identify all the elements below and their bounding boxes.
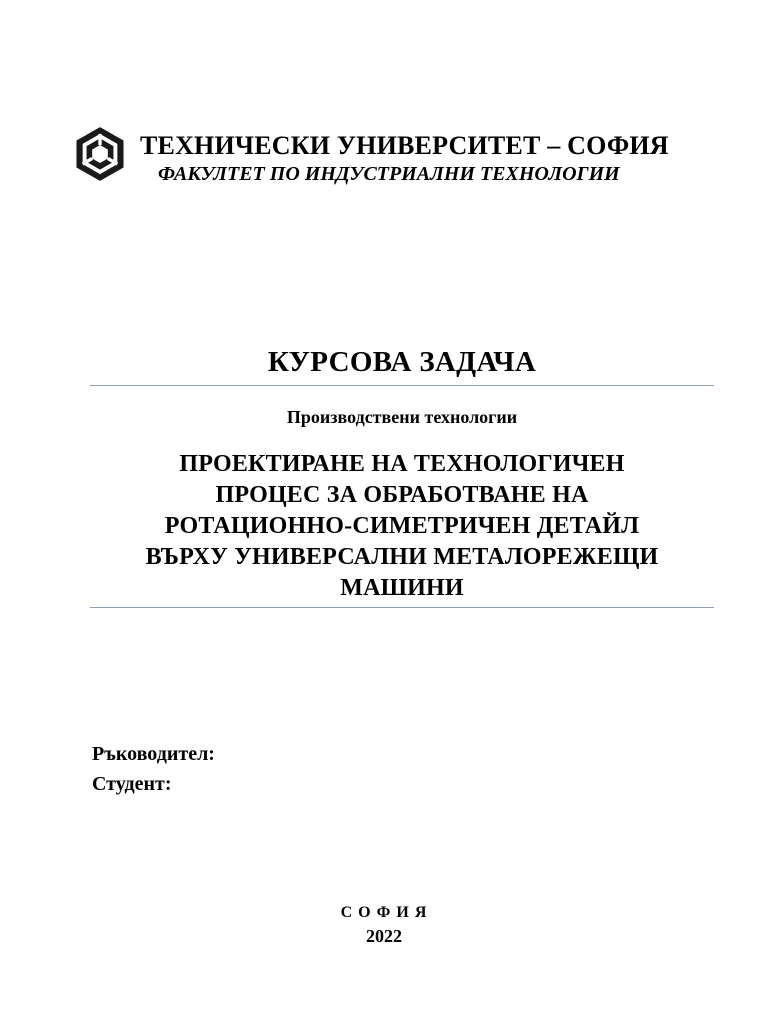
document-title: КУРСОВА ЗАДАЧА bbox=[267, 346, 537, 378]
subject-name: Производствени технологии bbox=[286, 407, 518, 427]
topic-title bbox=[88, 449, 716, 604]
topic-line: МАШИНИ bbox=[340, 575, 464, 601]
topic-divider bbox=[90, 607, 714, 608]
supervisor-label: Ръководител: bbox=[92, 743, 215, 765]
title-divider bbox=[90, 385, 714, 386]
topic-line: ПРОЦЕС ЗА ОБРАБОТВАНЕ НА bbox=[215, 482, 589, 508]
topic-line: РОТАЦИОННО-СИМЕТРИЧЕН ДЕТАЙЛ bbox=[164, 513, 640, 539]
tu-sofia-logo-icon bbox=[72, 126, 128, 182]
topic-line: ПРОЕКТИРАНЕ НА ТЕХНОЛОГИЧЕН bbox=[179, 451, 625, 477]
year-label: 2022 bbox=[366, 926, 402, 946]
university-name: ТЕХНИЧЕСКИ УНИВЕРСИТЕТ – СОФИЯ bbox=[140, 131, 669, 160]
city-label: С О Ф И Я bbox=[340, 904, 428, 921]
faculty-name: ФАКУЛТЕТ ПО ИНДУСТРИАЛНИ ТЕХНОЛОГИИ bbox=[158, 163, 620, 185]
topic-line: ВЪРХУ УНИВЕРСАЛНИ МЕТАЛОРЕЖЕЩИ bbox=[145, 544, 659, 570]
student-label: Студент: bbox=[92, 773, 172, 795]
